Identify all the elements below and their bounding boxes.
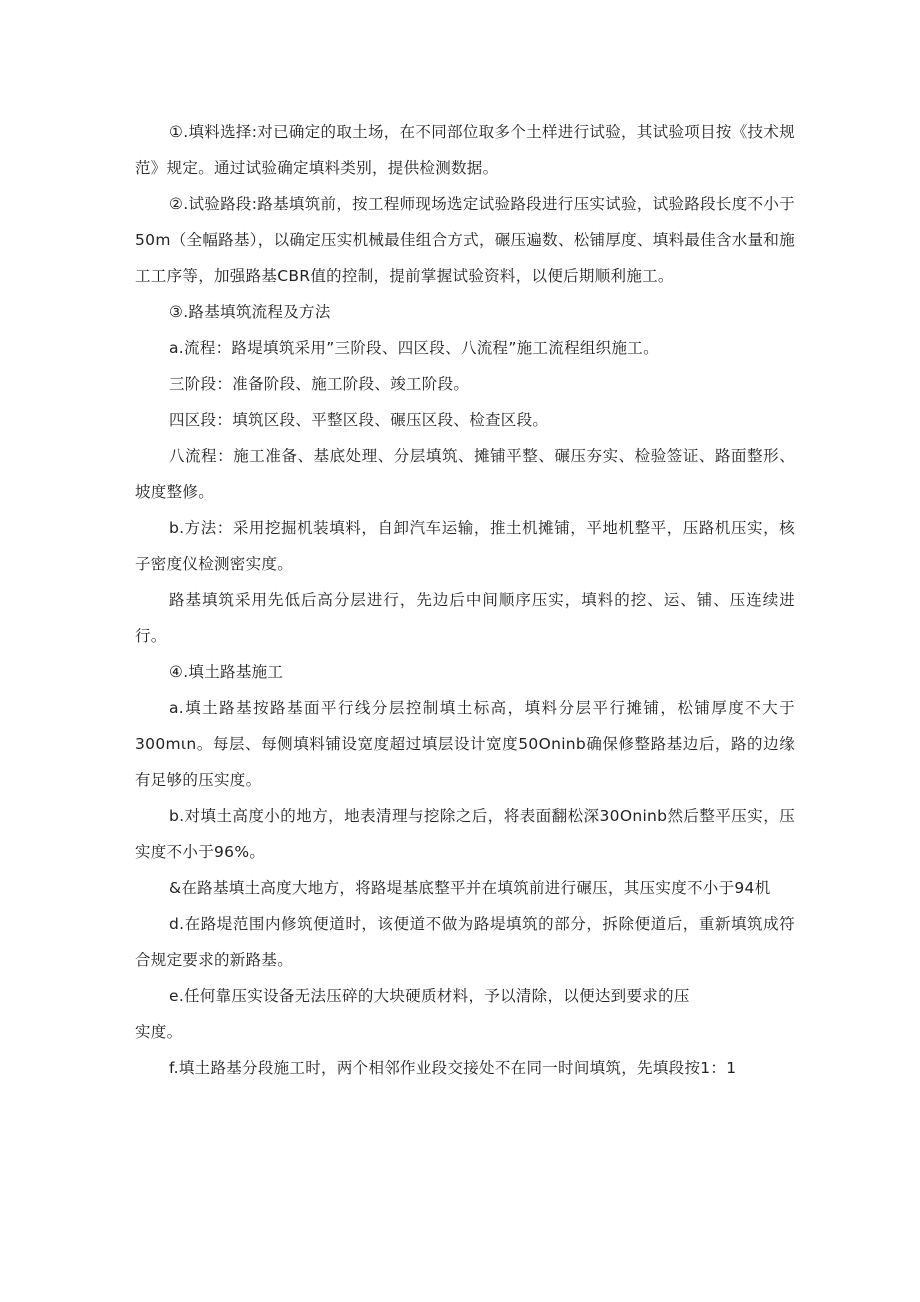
paragraph-item-b: b.对填土高度小的地方，地表清理与挖除之后，将表面翻松深30Oninb然后整平压实，压实度不小于96%。 — [135, 807, 795, 861]
paragraph-fill-process-heading: ③.路基填筑流程及方法 — [169, 303, 331, 321]
paragraph-layered-filling: 路基填筑采用先低后高分层进行，先边后中间顺序压实，填料的挖、运、铺、压连续进行。 — [135, 591, 795, 645]
paragraph-four-zones: 四区段：填筑区段、平整区段、碾压区段、检查区段。 — [169, 411, 549, 429]
paragraph-item-f: f.填土路基分段施工时，两个相邻作业段交接处不在同一时间填筑，先填段按1：1 — [169, 1059, 737, 1077]
paragraph-test-section: ②.试验路段:路基填筑前，按工程师现场选定试验路段进行压实试验，试验路段长度不小于50m（全幅路基），以确定压实机械最佳组合方式，碾压遍数、松铺厚度、填料最佳含水量和施工工序等，加强路基CBR值的控制，提前掌握试验资料，以便后期顺利施工。 — [135, 195, 795, 285]
paragraph-item-a: a.填土路基按路基面平行线分层控制填土标高，填料分层平行摊铺，松铺厚度不大于300mιn。每层、每侧填料铺设宽度超过填层设计宽度50Oninb确保修整路基边后，路的边缘有足够的压实度。 — [135, 699, 795, 789]
paragraph-fill-subgrade-heading: ④.填土路基施工 — [169, 663, 284, 681]
paragraph-eight-steps: 八流程：施工准备、基底处理、分层填筑、摊铺平整、碾压夯实、检验签证、路面整形、坡度整修。 — [135, 447, 795, 501]
paragraph-item-c: &在路基填土高度大地方，将路堤基底整平并在填筑前进行碾压，其压实度不小于94机 — [169, 879, 771, 897]
paragraph-item-e: e.任何靠压实设备无法压碎的大块硬质材料，予以清除，以便达到要求的压 — [169, 987, 690, 1005]
paragraph-item-e-continued: 实度。 — [135, 1023, 183, 1041]
document-body — [135, 114, 795, 1086]
paragraph-method: b.方法：采用挖掘机装填料，自卸汽车运输，推土机摊铺，平地机整平，压路机压实，核子密度仪检测密实度。 — [135, 519, 795, 573]
paragraph-item-d: d.在路堤范围内修筑便道时，该便道不做为路堤填筑的部分，拆除便道后，重新填筑成符合规定要求的新路基。 — [135, 915, 795, 969]
paragraph-process-overview: a.流程：路堤填筑采用”三阶段、四区段、八流程”施工流程组织施工。 — [169, 339, 659, 357]
paragraph-fill-selection: ①.填料选择:对已确定的取土场，在不同部位取多个土样进行试验，其试验项目按《技术规范》规定。通过试验确定填料类别，提供检测数据。 — [135, 123, 795, 177]
paragraph-three-stages: 三阶段：准备阶段、施工阶段、竣工阶段。 — [169, 375, 470, 393]
